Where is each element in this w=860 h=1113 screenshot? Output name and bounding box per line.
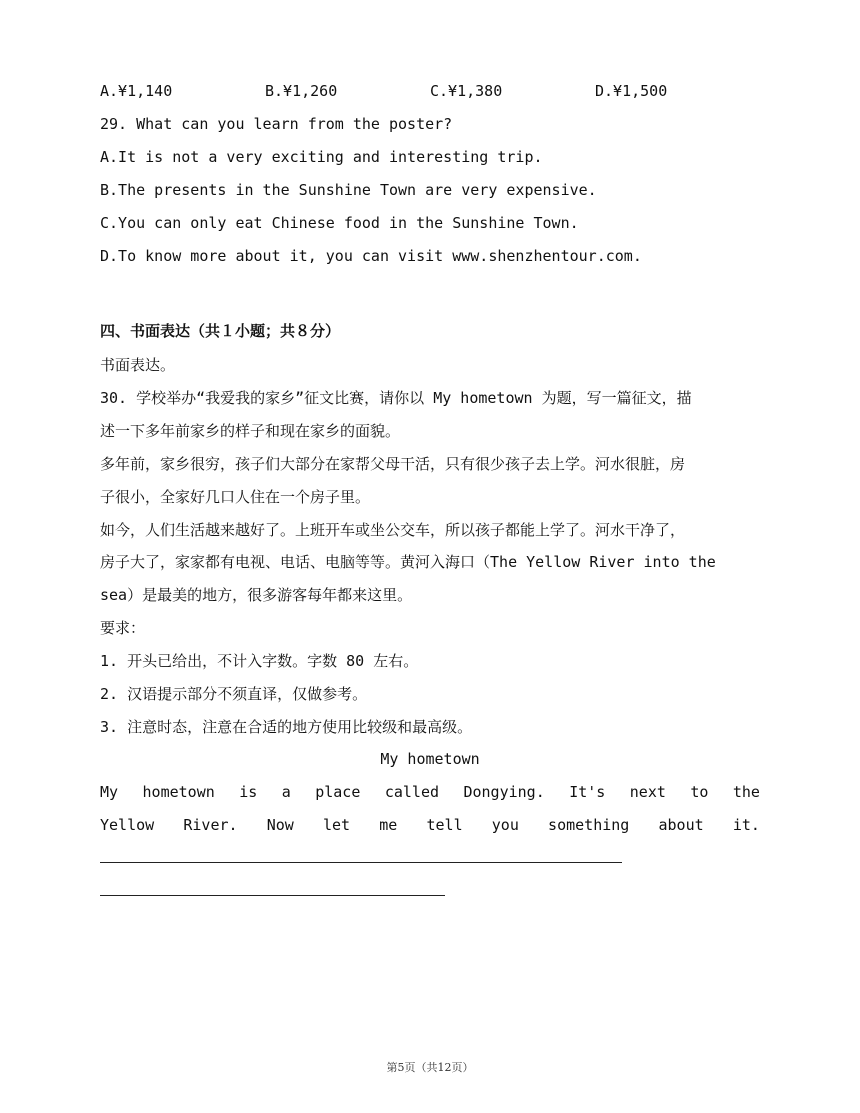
q29-option-d: D.To know more about it, you can visit www.shenzhentour.com. xyxy=(100,247,642,265)
prompt-line: sea）是最美的地方，很多游客每年都来这里。 xyxy=(100,586,413,604)
essay-word: me xyxy=(379,816,398,834)
essay-word: something xyxy=(548,816,630,834)
q28-option-a: A.¥1,140 xyxy=(100,82,173,100)
essay-word: you xyxy=(491,816,519,834)
prompt-line: 多年前，家乡很穷，孩子们大部分在家帮父母干活，只有很少孩子去上学。河水很脏，房 xyxy=(100,455,686,473)
answer-blank-line xyxy=(100,895,445,896)
q28-options xyxy=(0,81,860,101)
requirement-item: 3. 注意时态，注意在合适的地方使用比较级和最高级。 xyxy=(100,718,473,736)
prompt-line: 述一下多年前家乡的样子和现在家乡的面貌。 xyxy=(100,422,401,440)
essay-opening-line-2 xyxy=(100,815,760,835)
requirements-label: 要求： xyxy=(100,619,146,637)
essay-word: to xyxy=(690,783,709,801)
prompt-line: 房子大了，家家都有电视、电话、电脑等等。黄河入海口（The Yellow River into the xyxy=(100,553,716,571)
essay-word: a xyxy=(281,783,291,801)
requirement-item: 2. 汉语提示部分不须直译，仅做参考。 xyxy=(100,685,368,703)
page-footer: 第5页（共12页） xyxy=(386,1061,474,1074)
essay-word: Yellow xyxy=(100,816,155,834)
q29-option-c: C.You can only eat Chinese food in the Sunshine Town. xyxy=(100,214,579,232)
q29-option-b: B.The presents in the Sunshine Town are very expensive. xyxy=(100,181,597,199)
essay-word: tell xyxy=(426,816,463,834)
q28-option-d: D.¥1,500 xyxy=(595,82,668,100)
essay-word: River. xyxy=(183,816,238,834)
essay-word: let xyxy=(322,816,351,834)
essay-word: hometown xyxy=(142,783,215,801)
essay-word: the xyxy=(732,783,760,801)
essay-word: about xyxy=(658,816,704,834)
q28-option-b: B.¥1,260 xyxy=(265,82,338,100)
q28-option-c: C.¥1,380 xyxy=(430,82,503,100)
answer-blank-line xyxy=(100,862,622,863)
requirement-item: 1. 开头已给出，不计入字数。字数 80 左右。 xyxy=(100,652,419,670)
essay-word: My xyxy=(100,783,119,801)
q29-stem: 29. What can you learn from the poster? xyxy=(100,115,453,133)
essay-word: it. xyxy=(732,816,760,834)
essay-word: called xyxy=(384,783,440,801)
essay-word: It's xyxy=(569,783,606,801)
essay-word: Dongying. xyxy=(463,783,545,801)
essay-word: is xyxy=(239,783,258,801)
section-heading: 四、书面表达（共１小题；共８分） xyxy=(100,322,341,340)
essay-word: next xyxy=(629,783,666,801)
prompt-line: 如今，人们生活越来越好了。上班开车或坐公交车，所以孩子都能上学了。河水干净了， xyxy=(100,521,686,539)
essay-word: place xyxy=(315,783,361,801)
q29-option-a: A.It is not a very exciting and interesting trip. xyxy=(100,148,543,166)
essay-title: My hometown xyxy=(380,750,480,768)
prompt-line: 30. 学校举办“我爱我的家乡”征文比赛，请你以 My hometown 为题，写一篇征文，描 xyxy=(100,389,692,407)
section-subheading: 书面表达。 xyxy=(100,356,176,374)
essay-opening-line-1 xyxy=(100,782,760,802)
essay-word: Now xyxy=(266,816,294,834)
prompt-line: 子很小，全家好几口人住在一个房子里。 xyxy=(100,488,371,506)
